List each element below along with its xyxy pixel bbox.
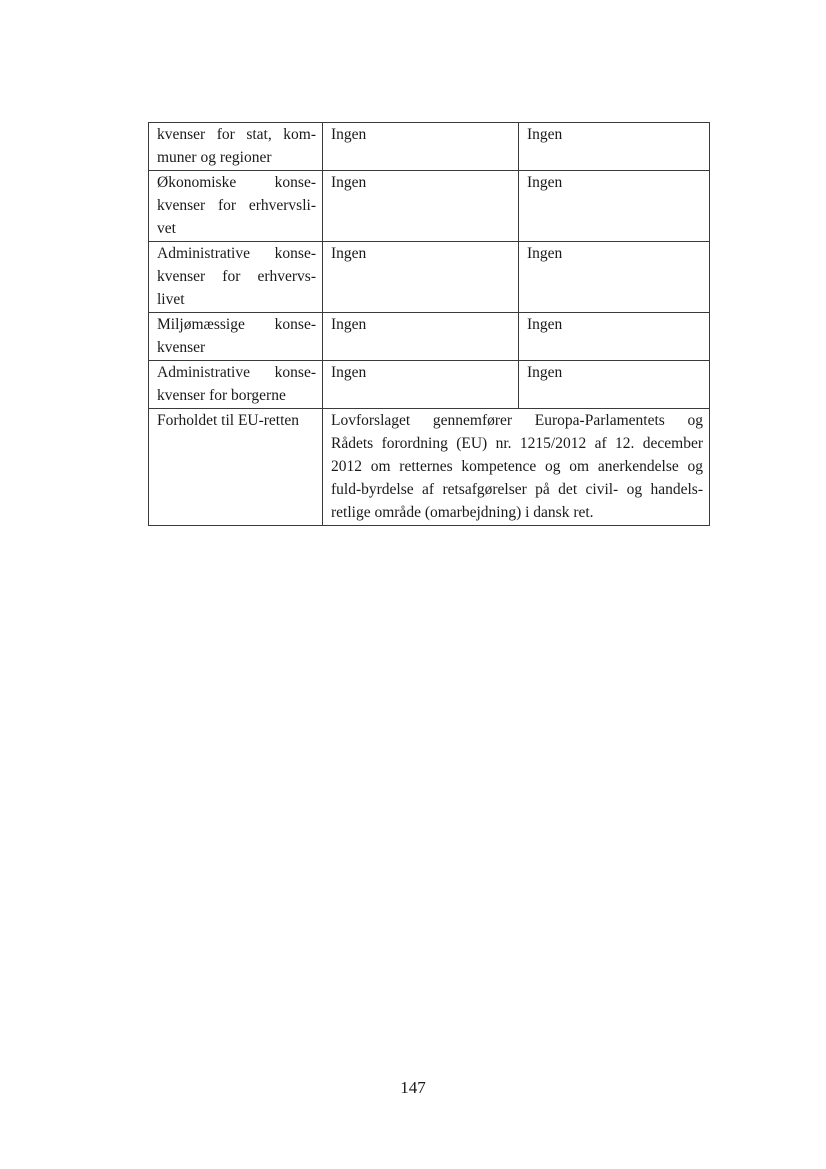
row-value-1: Ingen bbox=[323, 242, 519, 313]
eu-text-line: 2012 om retternes kompetence og om anerkendelse og bbox=[331, 458, 703, 475]
row-value-2: Ingen bbox=[519, 123, 710, 171]
eu-row-label: Forholdet til EU-retten bbox=[149, 409, 323, 526]
row-value-2: Ingen bbox=[519, 171, 710, 242]
row-label bbox=[149, 171, 323, 242]
row-label bbox=[149, 313, 323, 361]
label-line: kvenser for erhvervsli- bbox=[157, 197, 316, 214]
row-label bbox=[149, 242, 323, 313]
table-row bbox=[149, 242, 710, 313]
eu-text-line: Rådets forordning (EU) nr. 1215/2012 af 12. december bbox=[331, 435, 703, 452]
table-row bbox=[149, 171, 710, 242]
eu-text-line: retlige område (omarbejdning) i dansk ret. bbox=[331, 504, 594, 521]
eu-row-text bbox=[323, 409, 710, 526]
page-number: 147 bbox=[400, 1078, 426, 1097]
table-row bbox=[149, 313, 710, 361]
label-line: kvenser bbox=[157, 339, 206, 356]
eu-text-line: fuld-byrdelse af retsafgørelser på det civil- og handels- bbox=[331, 481, 703, 498]
row-value-2: Ingen bbox=[519, 361, 710, 409]
eu-text-line: Lovforslaget gennemfører Europa-Parlamentets og bbox=[331, 412, 703, 429]
label-line: vet bbox=[157, 220, 176, 237]
label-line: kvenser for stat, kom- bbox=[157, 126, 316, 143]
label-line: kvenser for erhvervs- bbox=[157, 268, 316, 285]
row-value-2: Ingen bbox=[519, 242, 710, 313]
table-row bbox=[149, 123, 710, 171]
label-line: livet bbox=[157, 291, 185, 308]
consequences-table bbox=[148, 122, 710, 526]
row-value-1: Ingen bbox=[323, 123, 519, 171]
label-line: kvenser for borgerne bbox=[157, 387, 286, 404]
row-value-2: Ingen bbox=[519, 313, 710, 361]
row-label bbox=[149, 123, 323, 171]
label-line: Administrative konse- bbox=[157, 245, 316, 262]
label-line: Miljømæssige konse- bbox=[157, 316, 316, 333]
label-line: Administrative konse- bbox=[157, 364, 316, 381]
label-line: Økonomiske konse- bbox=[157, 174, 316, 191]
row-value-1: Ingen bbox=[323, 361, 519, 409]
label-line: muner og regioner bbox=[157, 149, 272, 166]
table-row-eu bbox=[149, 409, 710, 526]
table-row bbox=[149, 361, 710, 409]
row-value-1: Ingen bbox=[323, 313, 519, 361]
row-value-1: Ingen bbox=[323, 171, 519, 242]
row-label bbox=[149, 361, 323, 409]
